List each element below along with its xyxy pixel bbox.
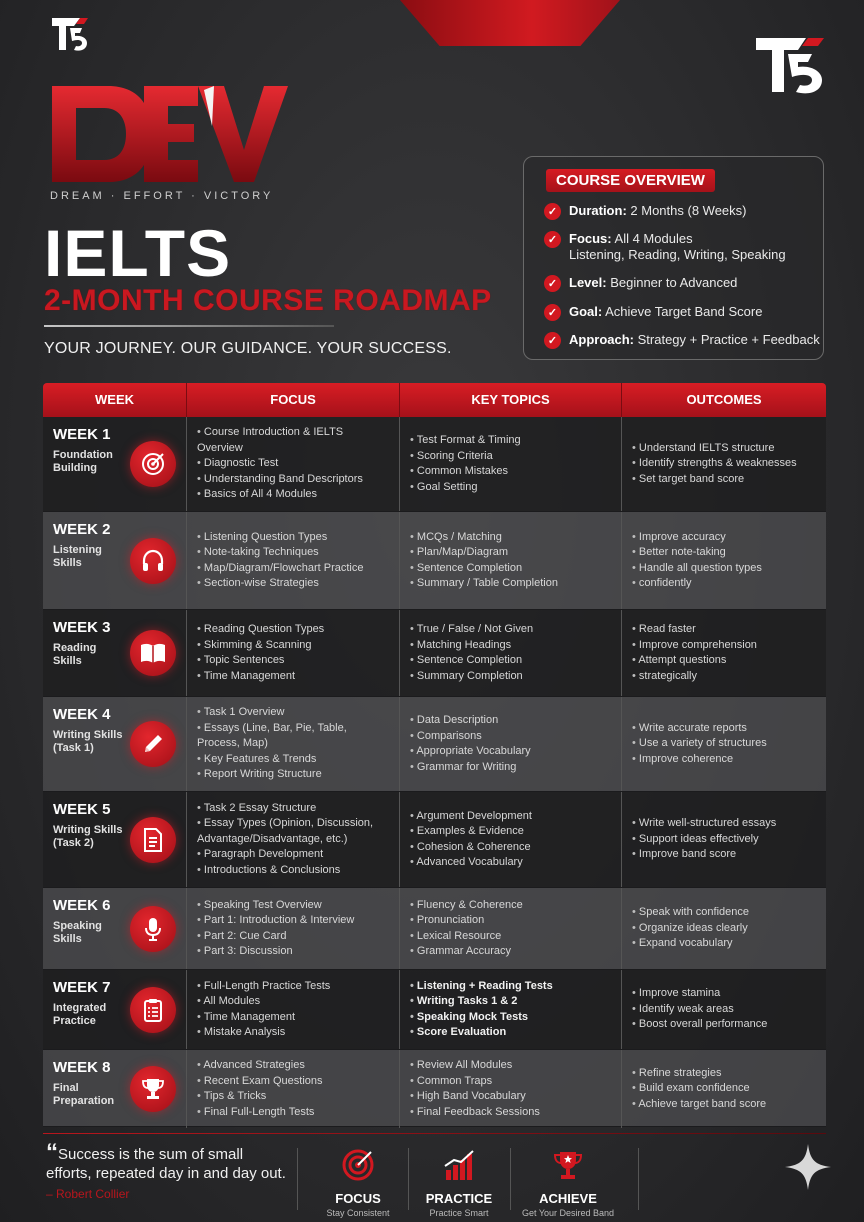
list-item: • Time Management [197, 669, 389, 685]
week-name: Final Preparation [53, 1081, 115, 1107]
list-item: • Grammar for Writing [410, 760, 611, 776]
divider [44, 325, 334, 327]
list-item: • Final Feedback Sessions [410, 1105, 611, 1121]
week-name: Foundation Building [53, 448, 113, 474]
journey-slogan: YOUR JOURNEY. OUR GUIDANCE. YOUR SUCCESS. [44, 340, 452, 357]
list-item: • Improve stamina [632, 986, 816, 1002]
list-item: • High Band Vocabulary [410, 1089, 611, 1105]
week-name: Speaking Skills [53, 919, 102, 945]
top-ribbon [400, 0, 620, 46]
list-item: • Fluency & Coherence [410, 898, 611, 914]
list-item: • strategically [632, 669, 816, 685]
list-item: • Topic Sentences [197, 653, 389, 669]
overview-value: 2 Months (8 Weeks) [630, 203, 747, 218]
table-row [43, 792, 826, 888]
list-item: • Speaking Test Overview [197, 898, 389, 914]
week-number: WEEK 8 [53, 1059, 111, 1076]
column-header-focus: FOCUS [187, 383, 400, 417]
quote [46, 1139, 286, 1204]
overview-value-line2: Listening, Reading, Writing, Speaking [569, 247, 786, 262]
list-item: • Lexical Resource [410, 929, 611, 945]
week-number: WEEK 3 [53, 619, 111, 636]
week-cell [43, 888, 187, 969]
footer-label: PRACTICE [425, 1191, 493, 1206]
list-item: • Part 2: Cue Card [197, 929, 389, 945]
list-item: • Build exam confidence [632, 1081, 816, 1097]
list-item: • Support ideas effectively [632, 832, 816, 848]
overview-label: Duration: [569, 203, 627, 218]
list-item: • Sentence Completion [410, 653, 611, 669]
check-icon: ✓ [544, 275, 561, 292]
list-item: • Diagnostic Test [197, 456, 389, 472]
focus-cell [187, 610, 400, 696]
list-item: • Paragraph Development [197, 847, 389, 863]
list-item: • Grammar Accuracy [410, 944, 611, 960]
week-name: Writing Skills (Task 2) [53, 823, 123, 849]
list-item: • Task 2 Essay Structure [197, 801, 389, 817]
list-item: • Course Introduction & IELTS Overview [197, 425, 389, 456]
brand-logo-icon [754, 34, 826, 96]
list-item: • confidently [632, 576, 816, 592]
divider [638, 1148, 639, 1210]
list-item: • Identify weak areas [632, 1002, 816, 1018]
list-item: • Matching Headings [410, 638, 611, 654]
divider [510, 1148, 511, 1210]
roadmap-table [43, 383, 826, 1127]
footer-sub: Stay Consistent [326, 1208, 390, 1218]
list-item: • Section-wise Strategies [197, 576, 389, 592]
overview-item [544, 275, 737, 292]
quote-author: – Robert Collier [46, 1187, 130, 1201]
footer-label: FOCUS [335, 1191, 381, 1206]
trophy-icon [130, 1066, 176, 1112]
page-subtitle: 2-MONTH COURSE ROADMAP [44, 284, 492, 317]
overview-value: Achieve Target Band Score [605, 304, 763, 319]
list-item: • Time Management [197, 1010, 389, 1026]
quote-text: Success is the sum of small efforts, repeated day in and day out. [46, 1146, 286, 1182]
week-name: Integrated Practice [53, 1001, 107, 1027]
list-item: • Recent Exam Questions [197, 1074, 389, 1090]
list-item: • Data Description [410, 713, 611, 729]
week-cell [43, 792, 187, 887]
list-item: • Appropriate Vocabulary [410, 744, 611, 760]
overview-label: Focus: [569, 231, 612, 246]
week-number: WEEK 6 [53, 897, 111, 914]
list-item: • Summary Completion [410, 669, 611, 685]
list-item: • Tips & Tricks [197, 1089, 389, 1105]
focus-cell [187, 1050, 400, 1128]
list-item: • All Modules [197, 994, 389, 1010]
table-row [43, 610, 826, 697]
list-item: • Map/Diagram/Flowchart Practice [197, 561, 389, 577]
list-item: • Understand IELTS structure [632, 441, 816, 457]
outcomes-cell [622, 1050, 826, 1128]
list-item: • Essay Types (Opinion, Discussion, Advantage/Disadvantage, etc.) [197, 816, 389, 847]
list-item: • Better note-taking [632, 545, 816, 561]
quote-mark-icon: “ [46, 1139, 58, 1166]
key-topics-cell [400, 417, 622, 511]
list-item: • Argument Development [410, 809, 611, 825]
list-item: • Examples & Evidence [410, 824, 611, 840]
week-cell [43, 512, 187, 609]
overview-value: All 4 Modules [614, 231, 693, 246]
list-item: • Summary / Table Completion [410, 576, 611, 592]
overview-item [544, 231, 786, 263]
overview-item [544, 332, 820, 349]
pencil-icon [130, 721, 176, 767]
brand-tagline: DREAM · EFFORT · VICTORY [50, 190, 274, 202]
list-item: • Part 3: Discussion [197, 944, 389, 960]
outcomes-cell [622, 610, 826, 696]
check-icon: ✓ [544, 203, 561, 220]
list-item: • Comparisons [410, 729, 611, 745]
list-item: • Boost overall performance [632, 1017, 816, 1033]
page-title: IELTS [44, 216, 232, 290]
list-item: • Common Traps [410, 1074, 611, 1090]
outcomes-cell [622, 512, 826, 609]
footer-focus [308, 1148, 408, 1218]
list-item: • Score Evaluation [410, 1025, 611, 1041]
microphone-icon [130, 906, 176, 952]
week-name: Writing Skills (Task 1) [53, 728, 123, 754]
footer-achieve [518, 1148, 618, 1218]
list-item: • Improve band score [632, 847, 816, 863]
clipboard-icon [130, 987, 176, 1033]
list-item: • Cohesion & Coherence [410, 840, 611, 856]
table-row [43, 512, 826, 610]
list-item: • Refine strategies [632, 1066, 816, 1082]
list-item: • Essays (Line, Bar, Pie, Table, Process, Map) [197, 721, 389, 752]
divider [43, 1133, 826, 1134]
list-item: • Pronunciation [410, 913, 611, 929]
list-item: • Full-Length Practice Tests [197, 979, 389, 995]
outcomes-cell [622, 888, 826, 969]
outcomes-cell [622, 792, 826, 887]
week-name: Listening Skills [53, 543, 102, 569]
key-topics-cell [400, 512, 622, 609]
divider [297, 1148, 298, 1210]
overview-label: Goal: [569, 304, 603, 319]
table-row [43, 888, 826, 970]
list-item: • Speaking Mock Tests [410, 1010, 611, 1026]
document-icon [130, 817, 176, 863]
check-icon: ✓ [544, 304, 561, 321]
list-item: • Attempt questions [632, 653, 816, 669]
list-item: • Achieve target band score [632, 1097, 816, 1113]
dev-logo-icon [48, 80, 288, 190]
key-topics-cell [400, 610, 622, 696]
brand-logo-icon [50, 16, 90, 52]
key-topics-cell [400, 792, 622, 887]
key-topics-cell [400, 1050, 622, 1128]
overview-label: Approach: [569, 332, 634, 347]
week-cell [43, 610, 187, 696]
course-overview-panel [523, 156, 824, 360]
list-item: • Plan/Map/Diagram [410, 545, 611, 561]
focus-cell [187, 512, 400, 609]
footer-practice [409, 1148, 509, 1218]
book-icon [130, 630, 176, 676]
list-item: • Write accurate reports [632, 721, 816, 737]
list-item: • Writing Tasks 1 & 2 [410, 994, 611, 1010]
list-item: • Advanced Strategies [197, 1058, 389, 1074]
list-item: • Listening + Reading Tests [410, 979, 611, 995]
week-number: WEEK 5 [53, 801, 111, 818]
footer-label: ACHIEVE [539, 1191, 597, 1206]
list-item: • Read faster [632, 622, 816, 638]
sparkle-icon [783, 1142, 833, 1192]
overview-value: Beginner to Advanced [610, 275, 738, 290]
list-item: • Improve coherence [632, 752, 816, 768]
overview-item [544, 203, 747, 220]
overview-item [544, 304, 762, 321]
headphones-icon [130, 538, 176, 584]
list-item: • Mistake Analysis [197, 1025, 389, 1041]
table-body [43, 417, 826, 1127]
list-item: • Report Writing Structure [197, 767, 389, 783]
list-item: • MCQs / Matching [410, 530, 611, 546]
key-topics-cell [400, 970, 622, 1049]
week-cell [43, 970, 187, 1049]
focus-cell [187, 417, 400, 511]
list-item: • Introductions & Conclusions [197, 863, 389, 879]
table-row [43, 417, 826, 512]
key-topics-cell [400, 888, 622, 969]
table-row [43, 970, 826, 1050]
week-name: Reading Skills [53, 641, 97, 667]
list-item: • Review All Modules [410, 1058, 611, 1074]
column-header-outcomes: OUTCOMES [686, 392, 762, 407]
column-header-key-topics: KEY TOPICS [400, 383, 622, 417]
target-icon [130, 441, 176, 487]
bar-chart-icon [442, 1148, 476, 1182]
week-number: WEEK 2 [53, 521, 111, 538]
focus-cell [187, 888, 400, 969]
list-item: • Note-taking Techniques [197, 545, 389, 561]
list-item: • Speak with confidence [632, 905, 816, 921]
list-item: • Part 1: Introduction & Interview [197, 913, 389, 929]
week-number: WEEK 1 [53, 426, 111, 443]
outcomes-cell [622, 417, 826, 511]
table-row [43, 1050, 826, 1127]
week-cell [43, 1050, 187, 1128]
trophy-icon [551, 1148, 585, 1182]
list-item: • Scoring Criteria [410, 449, 611, 465]
week-cell [43, 417, 187, 511]
column-header-week: WEEK [43, 383, 187, 417]
list-item: • Improve comprehension [632, 638, 816, 654]
footer-sub: Practice Smart [429, 1208, 489, 1218]
list-item: • Organize ideas clearly [632, 921, 816, 937]
list-item: • Identify strengths & weaknesses [632, 456, 816, 472]
list-item: • Final Full-Length Tests [197, 1105, 389, 1121]
week-cell [43, 697, 187, 791]
outcomes-cell [622, 697, 826, 791]
list-item: • Common Mistakes [410, 464, 611, 480]
overview-label: Level: [569, 275, 607, 290]
list-item: • Expand vocabulary [632, 936, 816, 952]
list-item: • True / False / Not Given [410, 622, 611, 638]
list-item: • Write well-structured essays [632, 816, 816, 832]
target-icon [341, 1148, 375, 1182]
overview-value: Strategy + Practice + Feedback [637, 332, 820, 347]
list-item: • Goal Setting [410, 480, 611, 496]
list-item: • Set target band score [632, 472, 816, 488]
week-number: WEEK 4 [53, 706, 111, 723]
key-topics-cell [400, 697, 622, 791]
list-item: • Improve accuracy [632, 530, 816, 546]
list-item: • Advanced Vocabulary [410, 855, 611, 871]
list-item: • Use a variety of structures [632, 736, 816, 752]
table-header [43, 383, 826, 417]
list-item: • Understanding Band Descriptors [197, 472, 389, 488]
list-item: • Skimming & Scanning [197, 638, 389, 654]
focus-cell [187, 792, 400, 887]
course-overview-title: COURSE OVERVIEW [546, 169, 715, 192]
footer-sub: Get Your Desired Band [521, 1208, 615, 1218]
list-item: • Test Format & Timing [410, 433, 611, 449]
check-icon: ✓ [544, 231, 561, 248]
list-item: • Task 1 Overview [197, 705, 389, 721]
outcomes-cell [622, 970, 826, 1049]
table-row [43, 697, 826, 792]
check-icon: ✓ [544, 332, 561, 349]
list-item: • Handle all question types [632, 561, 816, 577]
week-number: WEEK 7 [53, 979, 111, 996]
list-item: • Listening Question Types [197, 530, 389, 546]
list-item: • Basics of All 4 Modules [197, 487, 389, 503]
list-item: • Key Features & Trends [197, 752, 389, 768]
list-item: • Sentence Completion [410, 561, 611, 577]
focus-cell [187, 970, 400, 1049]
focus-cell [187, 697, 400, 791]
list-item: • Reading Question Types [197, 622, 389, 638]
